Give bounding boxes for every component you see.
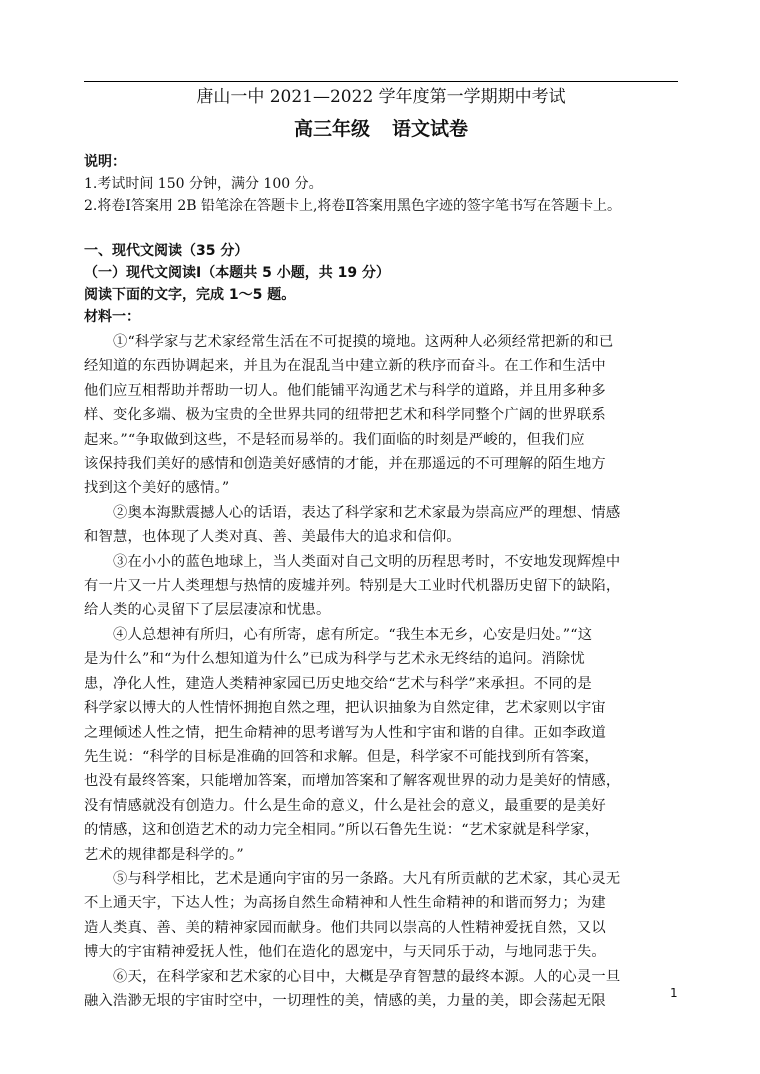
exam-title: 唐山一中 2021—2022 学年度第一学期期中考试 [196, 87, 566, 107]
passage-line: 起来。”“争取做到这些，不是轻而易举的。我们面临的时刻是严峻的，但我们应 [84, 431, 585, 448]
passage-text [84, 330, 676, 1013]
passage-line: 造人类真、善、美的精神家园而献身。他们共同以崇高的人性精神爱抚自然，又以 [84, 919, 606, 936]
passage-line: 他们应互相帮助并帮助一切人。他们能铺平沟通艺术与科学的道路，并且用多种多 [84, 382, 606, 399]
passage-line: 博大的宇宙精神爱抚人性，他们在造化的恩宠中，与天同乐于动，与地同悲于失。 [84, 944, 606, 961]
section-title: 一、现代文阅读（35 分） [84, 243, 249, 259]
section-subtitle: （一）现代文阅读Ⅰ（本题共 5 小题，共 19 分） [84, 265, 390, 281]
passage-line: 患，净化人性，建造人类精神家园已历史地交给“艺术与科学”来承担。不同的是 [84, 675, 592, 692]
passage-line: ③在小小的蓝色地球上，当人类面对自己文明的历程思考时，不安地发现辉煌中 [84, 553, 621, 570]
page-number: 1 [670, 986, 678, 1000]
subject-title [84, 116, 678, 142]
section-header [84, 240, 684, 328]
passage-line: 不上通天宇，下达人性；为高扬自然生命精神和人性生命精神的和谐而努力；为建 [84, 895, 606, 912]
passage-line: 给人类的心灵留下了层层凄凉和忧患。 [84, 602, 331, 619]
instruction-item-1: 1.考试时间 150 分钟，满分 100 分。 [84, 176, 323, 192]
material-label: 材料一： [84, 309, 140, 325]
passage-line: 艺术的规律都是科学的。” [84, 846, 244, 863]
passage-line: 是为什么”和“为什么想知道为什么”已成为科学与艺术永无终结的追问。消除忧 [84, 651, 585, 668]
passage-line: 先生说：“科学的目标是准确的回答和求解。但是，科学家不可能找到所有答案， [84, 748, 599, 765]
passage-line: 和智慧，也体现了人类对真、善、美最伟大的追求和信仰。 [84, 529, 461, 546]
passage-line: 科学家以博大的人性情怀拥抱自然之理，把认识抽象为自然定律，艺术家则以宇宙 [84, 700, 606, 717]
passage-line: 找到这个美好的感情。” [84, 480, 230, 497]
passage-line: 之理倾述人性之情，把生命精神的思考谱写为人性和宇宙和谐的自律。正如李政道 [84, 724, 606, 741]
passage-line: ②奥本海默震撼人心的话语，表达了科学家和艺术家最为崇高应严的理想、情感 [84, 504, 621, 521]
passage-line: 样、变化多端、极为宝贵的全世界共同的纽带把艺术和科学同整个广阔的世界联系 [84, 407, 606, 424]
passage-line: 融入浩渺无垠的宇宙时空中，一切理性的美，情感的美，力量的美，即会荡起无限 [84, 992, 606, 1009]
passage-line: ①“科学家与艺术家经常生活在不可捉摸的境地。这两种人必须经常把新的和已 [84, 334, 614, 350]
passage-line: 该保持我们美好的感情和创造美好感情的才能，并在那遥远的不可理解的陌生地方 [84, 456, 606, 473]
passage-line: 没有情感就没有创造力。什么是生命的意义，什么是社会的意义，最重要的是美好 [84, 797, 606, 814]
passage-line: 经知道的东西协调起来，并且为在混乱当中建立新的秩序而奋斗。在工作和生活中 [84, 358, 606, 375]
passage-line: ⑥天，在科学家和艺术家的心目中，大概是孕育智慧的最终本源。人的心灵一旦 [84, 968, 621, 985]
passage-line: 的情感，这和创造艺术的动力完全相同。”所以石鲁先生说：“艺术家就是科学家， [84, 822, 600, 839]
subject-label: 语文试卷 [392, 118, 469, 140]
section-directive: 阅读下面的文字，完成 1～5 题。 [84, 287, 296, 303]
passage-line: ⑤与科学相比，艺术是通向宇宙的另一条路。大凡有所贡献的艺术家，其心灵无 [84, 870, 621, 887]
header-rule [84, 81, 678, 82]
passage-line: 有一片又一片人类理想与热情的废墟并列。特别是大工业时代机器历史留下的缺陷， [84, 578, 621, 595]
grade-label: 高三年级 [293, 118, 370, 140]
instruction-item-2: 2.将卷Ⅰ答案用 2B 铅笔涂在答题卡上,将卷Ⅱ答案用黑色字迹的签字笔书写在答题卡上。 [84, 198, 621, 214]
instructions-heading: 说明： [84, 154, 126, 170]
passage-line: ④人总想神有所归，心有所寄，虑有所定。“我生本无乡，心安是归处。”“这 [84, 626, 593, 643]
instructions [84, 151, 684, 217]
passage-line: 也没有最终答案，只能增加答案，而增加答案和了解客观世界的动力是美好的情感， [84, 773, 621, 790]
